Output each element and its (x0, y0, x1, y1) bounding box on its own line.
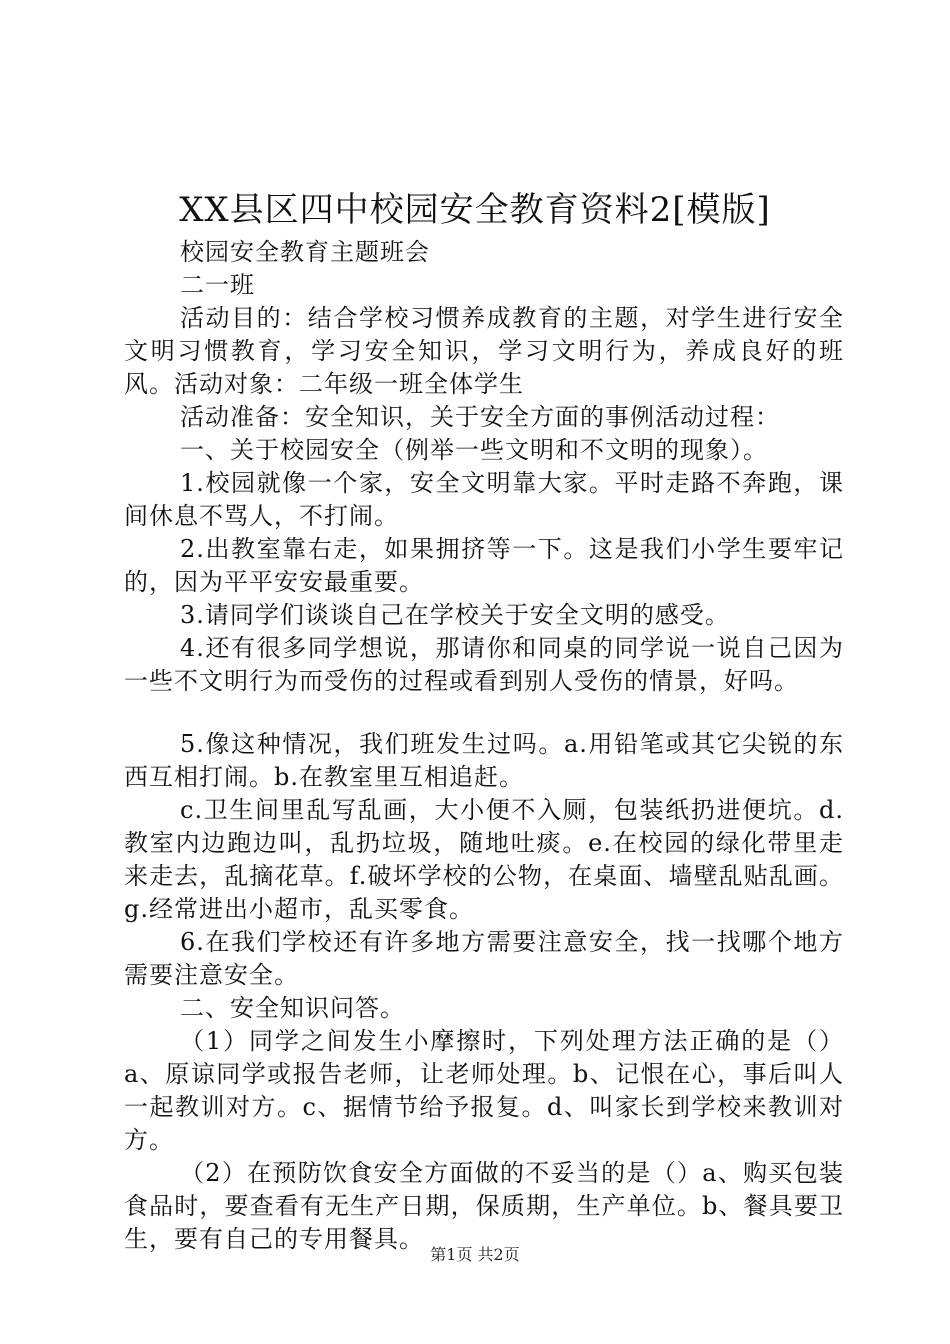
paragraph-item-4: 4.还有很多同学想说，那请你和同桌的同学说一说自己因为一些不文明行为而受伤的过程或看到别人受伤的情景，好吗。 (124, 634, 844, 695)
paragraph-item-5: 5.像这种情况，我们班发生过吗。a.用铅笔或其它尖锐的东西互相打闹。b.在教室里互相追赶。 (124, 730, 844, 791)
paragraph-item-3: 3.请同学们谈谈自己在学校关于安全文明的感受。 (180, 601, 730, 629)
paragraph-item-2: 2.出教室靠右走，如果拥挤等一下。这是我们小学生要牢记的，因为平平安安最重要。 (124, 535, 844, 596)
section-heading-quiz: 二、安全知识问答。 (180, 994, 405, 1022)
quiz-question-2: （2）在预防饮食安全方面做的不妥当的是（）a、购买包装食品时，要查看有无生产日期，保质期，生产单位。b、餐具要卫生，要有自己的专用餐具。 (124, 1159, 844, 1253)
paragraph-purpose: 活动目的：结合学校习惯养成教育的主题，对学生进行安全文明习惯教育，学习安全知识，学习文明行为，养成良好的班风。活动对象：二年级一班全体学生 (124, 304, 844, 398)
paragraph-class: 二一班 (180, 271, 255, 299)
document-body (124, 236, 844, 1256)
paragraph-theme: 校园安全教育主题班会 (180, 238, 430, 266)
paragraph-preparation: 活动准备：安全知识，关于安全方面的事例活动过程： (180, 403, 780, 431)
paragraph-item-5-continued: c.卫生间里乱写乱画，大小便不入厕，包装纸扔进便坑。d.教室内边跑边叫，乱扔垃圾，随地吐痰。e.在校园的绿化带里走来走去，乱摘花草。f.破坏学校的公物，在桌面、墙壁乱贴乱画。g.经常进出小超市，乱买零食。 (124, 796, 844, 923)
section-heading-campus-safety: 一、关于校园安全（例举一些文明和不文明的现象）。 (180, 436, 768, 464)
paragraph-item-6: 6.在我们学校还有许多地方需要注意安全，找一找哪个地方需要注意安全。 (124, 928, 844, 989)
paragraph-item-1: 1.校园就像一个家，安全文明靠大家。平时走路不奔跑，课间休息不骂人，不打闹。 (124, 469, 844, 530)
quiz-question-1: （1）同学之间发生小摩擦时，下列处理方法正确的是（）a、原谅同学或报告老师，让老师处理。b、记恨在心，事后叫人一起教训对方。c、据情节给予报复。d、叫家长到学校来教训对方。 (124, 1027, 844, 1154)
page-footer: 第1页 共2页 (430, 1245, 520, 1264)
document-title: XX县区四中校园安全教育资料2[模版] (179, 190, 771, 230)
